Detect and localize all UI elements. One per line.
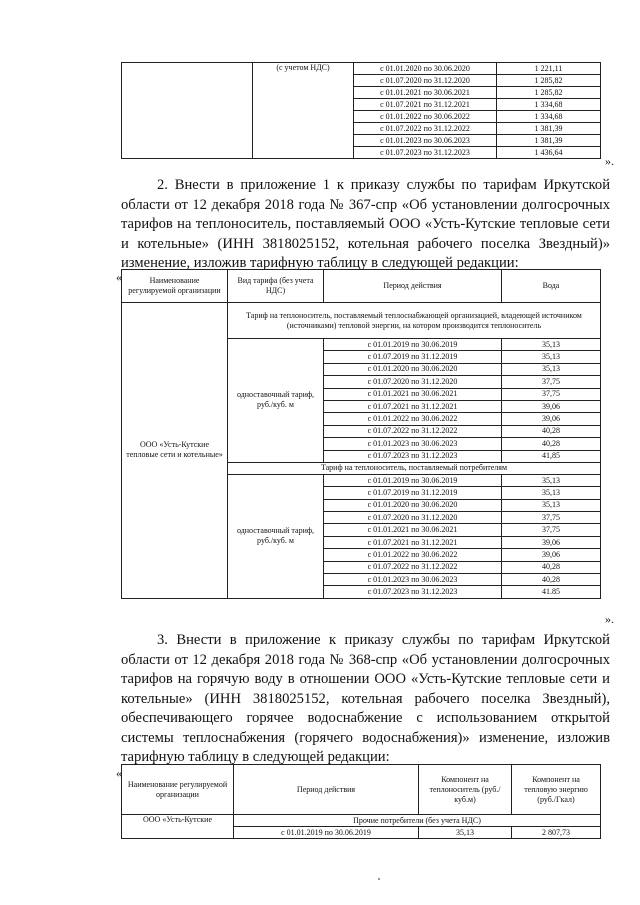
paragraph-2 (121, 176, 610, 274)
period-cell: с 01.01.2023 по 30.06.2023 (324, 574, 502, 586)
paragraph-2-line: 2. Внести в приложение 1 к приказу службы по тарифам Иркутской (157, 177, 610, 193)
tariff-table-heat-carrier (121, 269, 601, 599)
org-name-cell: ООО «Усть-Кутские тепловые сети и котельные» (122, 303, 228, 599)
paragraph-3-line: обеспечивающего горячее водоснабжение с использованием открытой (121, 710, 610, 726)
value-cell: 35,13 (502, 499, 601, 511)
period-cell: с 01.07.2019 по 31.12.2019 (324, 351, 502, 363)
energy-value-cell: 2 807,73 (512, 827, 601, 839)
paragraph-3-line: котельные» (ИНН 3818025152, котельная рабочего поселка Звездный), (121, 690, 610, 707)
opening-quote-3: « (116, 766, 122, 780)
period-cell: с 01.01.2022 по 30.06.2022 (354, 111, 497, 123)
section-title: Тариф на теплоноситель, поставляемый потребителям (228, 462, 601, 474)
period-cell: с 01.07.2020 по 31.12.2020 (354, 75, 497, 87)
value-cell: 1 285,82 (497, 75, 601, 87)
table-header-row (122, 765, 601, 815)
value-cell: 37,75 (502, 376, 601, 388)
period-cell: с 01.01.2021 по 30.06.2021 (324, 524, 502, 536)
value-cell: 35,13 (502, 351, 601, 363)
value-cell: 35,13 (502, 339, 601, 351)
header-org: Наименование регулируемой организации (122, 270, 228, 303)
header-period: Период действия (234, 765, 419, 815)
org-name-cell: ООО «Усть-Кутские (122, 815, 234, 839)
period-cell: с 01.07.2023 по 31.12.2023 (324, 586, 502, 598)
period-cell: с 01.07.2020 по 31.12.2020 (324, 376, 502, 388)
scan-speck (378, 878, 380, 880)
period-cell: с 01.07.2021 по 31.12.2021 (324, 400, 502, 412)
value-cell: 1 334,68 (497, 99, 601, 111)
value-cell: 1 221,11 (497, 63, 601, 75)
value-cell: 35,13 (502, 487, 601, 499)
period-cell: с 01.01.2019 по 30.06.2019 (324, 474, 502, 486)
paragraph-2-line: и котельные» (ИНН 3818025152, котельная рабочего поселка Звездный)» (121, 235, 610, 252)
period-cell: с 01.01.2023 по 30.06.2023 (354, 135, 497, 147)
header-period: Период действия (324, 270, 502, 303)
section-title: Тариф на теплоноситель, поставляемый теплоснабжающей организацией, владеющей источником (источниками) тепловой энергии, на котором производится теплоноситель (228, 303, 601, 339)
paragraph-3-line: тарифов на горячую воду в отношении ООО «Усть-Кутские тепловые сети и (121, 671, 610, 687)
period-cell: с 01.01.2020 по 30.06.2020 (354, 63, 497, 75)
header-water: Вода (502, 270, 601, 303)
period-cell: с 01.07.2022 по 31.12.2022 (354, 123, 497, 135)
value-cell: 37,75 (502, 524, 601, 536)
period-cell: с 01.07.2022 по 31.12.2022 (324, 425, 502, 437)
carrier-value-cell: 35,13 (419, 827, 512, 839)
section-title-row (122, 303, 601, 339)
period-cell: с 01.07.2021 по 31.12.2021 (324, 536, 502, 548)
paragraph-3-line: тарифную таблицу в следующей редакции: (121, 749, 390, 765)
value-cell: 37,75 (502, 388, 601, 400)
header-carrier: Компонент на теплоноситель (руб./куб.м) (419, 765, 512, 815)
value-cell: 40,28 (502, 438, 601, 450)
period-cell: с 01.01.2020 по 30.06.2020 (324, 363, 502, 375)
period-cell: с 01.01.2019 по 30.06.2019 (324, 339, 502, 351)
tariff-type-cell: одноставочный тариф, руб./куб. м (228, 339, 324, 463)
value-cell: 35,13 (502, 474, 601, 486)
period-cell: с 01.01.2021 по 30.06.2021 (354, 87, 497, 99)
paragraph-2-line: области от 12 декабря 2018 года № 367-спр «Об установлении долгосрочных (121, 196, 610, 213)
value-cell: 37,75 (502, 512, 601, 524)
tariff-type-cell: одноставочный тариф, руб./куб. м (228, 474, 324, 598)
period-cell: с 01.01.2020 по 30.06.2020 (324, 499, 502, 511)
period-cell: с 01.07.2023 по 31.12.2023 (324, 450, 502, 462)
value-cell: 40,28 (502, 425, 601, 437)
value-cell: 1 381,39 (497, 123, 601, 135)
value-cell: 39,06 (502, 536, 601, 548)
period-cell: с 01.07.2023 по 31.12.2023 (354, 147, 497, 159)
value-cell: 41.85 (502, 586, 601, 598)
tariff-type-cell: (с учетом НДС) (253, 63, 354, 159)
value-cell: 39,06 (502, 413, 601, 425)
table-header-row (122, 270, 601, 303)
header-org: Наименование регулируемой организации (122, 765, 234, 815)
value-cell: 39,06 (502, 549, 601, 561)
paragraph-3-line: области от 12 декабря 2018 года № 368-спр «Об установлении долгосрочных (121, 651, 610, 668)
period-cell: с 01.07.2021 по 31.12.2021 (354, 99, 497, 111)
value-cell: 1 285,82 (497, 87, 601, 99)
header-tariff-type: Вид тарифа (без учета НДС) (228, 270, 324, 303)
value-cell: 1 436,64 (497, 147, 601, 159)
period-cell: с 01.07.2020 по 31.12.2020 (324, 512, 502, 524)
paragraph-2-line: изменение, изложив тарифную таблицу в следующей редакции: (121, 255, 519, 271)
period-cell: с 01.07.2019 по 31.12.2019 (324, 487, 502, 499)
empty-org-cell (122, 63, 253, 159)
tariff-table-continuation (121, 62, 601, 159)
period-cell: с 01.01.2022 по 30.06.2022 (324, 413, 502, 425)
period-cell: с 01.07.2022 по 31.12.2022 (324, 561, 502, 573)
value-cell: 1 381,39 (497, 135, 601, 147)
value-cell: 41,85 (502, 450, 601, 462)
tariff-table-hot-water (121, 764, 601, 839)
value-cell: 35,13 (502, 363, 601, 375)
value-cell: 1 334,68 (497, 111, 601, 123)
value-cell: 40,28 (502, 574, 601, 586)
table-row (122, 63, 601, 75)
paragraph-3-line: системы теплоснабжения (горячего водоснабжения)» изменение, изложив (121, 729, 610, 746)
section-title: Прочие потребители (без учета НДС) (234, 815, 601, 827)
period-cell: с 01.01.2023 по 30.06.2023 (324, 438, 502, 450)
period-cell: с 01.01.2021 по 30.06.2021 (324, 388, 502, 400)
paragraph-3 (121, 631, 610, 768)
value-cell: 39,06 (502, 400, 601, 412)
period-cell: с 01.01.2022 по 30.06.2022 (324, 549, 502, 561)
closing-quote-1: ». (605, 154, 614, 168)
paragraph-3-line: 3. Внести в приложение к приказу службы по тарифам Иркутской (157, 632, 610, 648)
section-row (122, 815, 601, 827)
paragraph-2-line: тарифов на теплоноситель, поставляемый ООО «Усть-Кутские тепловые сети (121, 216, 610, 232)
opening-quote-2: « (116, 270, 122, 284)
header-energy: Компонент на тепловую энергию (руб./Гкал) (512, 765, 601, 815)
closing-quote-2: ». (605, 612, 614, 626)
value-cell: 40,28 (502, 561, 601, 573)
period-cell: с 01.01.2019 по 30.06.2019 (234, 827, 419, 839)
